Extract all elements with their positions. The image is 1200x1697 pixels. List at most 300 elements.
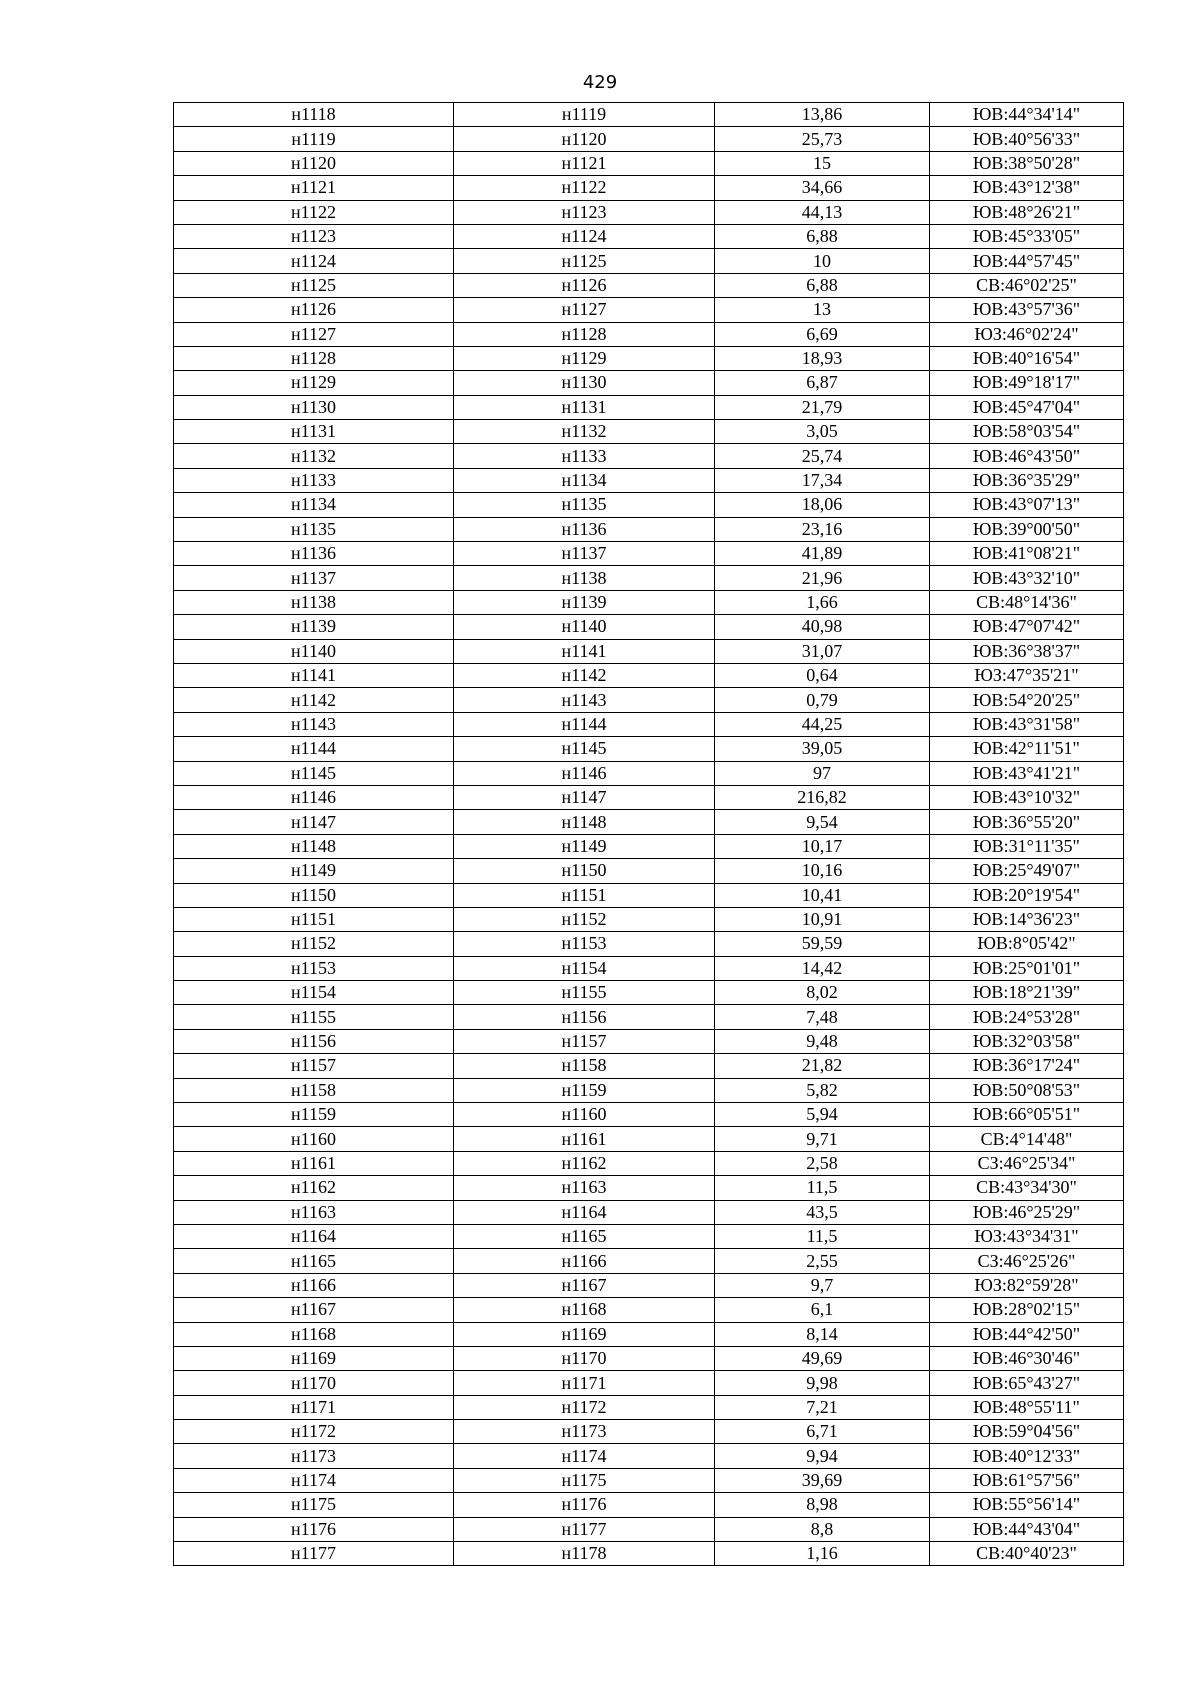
point-to-cell: н1135 [454,493,715,517]
point-from-cell: н1133 [174,468,454,492]
bearing-cell: ЮВ:46°25'29" [930,1200,1124,1224]
point-to-cell: н1160 [454,1103,715,1127]
point-to-cell: н1148 [454,810,715,834]
point-to-cell: н1133 [454,444,715,468]
bearing-cell: ЮВ:47°07'42" [930,615,1124,639]
distance-cell: 6,1 [715,1298,930,1322]
distance-cell: 9,54 [715,810,930,834]
point-to-cell: н1141 [454,639,715,663]
table-row [174,712,1124,736]
bearing-cell: ЮВ:14°36'23" [930,907,1124,931]
point-from-cell: н1118 [174,103,454,127]
distance-cell: 17,34 [715,468,930,492]
table-row [174,859,1124,883]
point-to-cell: н1138 [454,566,715,590]
point-from-cell: н1134 [174,493,454,517]
point-from-cell: н1177 [174,1542,454,1566]
point-from-cell: н1123 [174,224,454,248]
distance-cell: 9,48 [715,1029,930,1053]
table-row [174,1127,1124,1151]
point-from-cell: н1153 [174,956,454,980]
point-from-cell: н1139 [174,615,454,639]
point-from-cell: н1120 [174,151,454,175]
bearing-cell: ЮВ:44°42'50" [930,1322,1124,1346]
table-row [174,761,1124,785]
point-from-cell: н1151 [174,907,454,931]
distance-cell: 8,98 [715,1493,930,1517]
point-to-cell: н1175 [454,1468,715,1492]
point-to-cell: н1132 [454,420,715,444]
point-from-cell: н1128 [174,346,454,370]
table-row [174,737,1124,761]
table-row [174,615,1124,639]
point-from-cell: н1168 [174,1322,454,1346]
bearing-cell: ЮВ:43°57'36" [930,298,1124,322]
distance-cell: 97 [715,761,930,785]
table-row [174,1298,1124,1322]
table-row [174,468,1124,492]
table-row [174,224,1124,248]
table-body [174,103,1124,1566]
point-to-cell: н1137 [454,542,715,566]
distance-cell: 10,17 [715,834,930,858]
table-row [174,785,1124,809]
table-row [174,1395,1124,1419]
bearing-cell: ЮВ:49°18'17" [930,371,1124,395]
distance-cell: 1,66 [715,590,930,614]
bearing-cell: ЮЗ:43°34'31" [930,1224,1124,1248]
point-from-cell: н1141 [174,663,454,687]
table-row [174,420,1124,444]
table-row [174,322,1124,346]
point-to-cell: н1150 [454,859,715,883]
distance-cell: 5,82 [715,1078,930,1102]
table-row [174,1054,1124,1078]
bearing-cell: ЮВ:24°53'28" [930,1005,1124,1029]
point-to-cell: н1165 [454,1224,715,1248]
bearing-cell: СВ:48°14'36" [930,590,1124,614]
distance-cell: 23,16 [715,517,930,541]
distance-cell: 9,94 [715,1444,930,1468]
point-from-cell: н1119 [174,127,454,151]
point-from-cell: н1145 [174,761,454,785]
table-row [174,542,1124,566]
point-from-cell: н1136 [174,542,454,566]
distance-cell: 8,14 [715,1322,930,1346]
distance-cell: 3,05 [715,420,930,444]
table-row [174,566,1124,590]
distance-cell: 216,82 [715,785,930,809]
distance-cell: 40,98 [715,615,930,639]
bearing-cell: ЮВ:43°07'13" [930,493,1124,517]
table-row [174,444,1124,468]
table-row [174,127,1124,151]
distance-cell: 8,02 [715,981,930,1005]
boundary-points-table [173,102,1124,1566]
bearing-cell: ЮВ:38°50'28" [930,151,1124,175]
point-from-cell: н1155 [174,1005,454,1029]
point-to-cell: н1149 [454,834,715,858]
point-to-cell: н1139 [454,590,715,614]
table-row [174,1200,1124,1224]
point-from-cell: н1166 [174,1273,454,1297]
table-row [174,1176,1124,1200]
table-row [174,1078,1124,1102]
bearing-cell: ЮВ:36°55'20" [930,810,1124,834]
point-from-cell: н1142 [174,688,454,712]
point-to-cell: н1169 [454,1322,715,1346]
distance-cell: 10,41 [715,883,930,907]
distance-cell: 11,5 [715,1176,930,1200]
table-row [174,493,1124,517]
point-from-cell: н1159 [174,1103,454,1127]
point-to-cell: н1130 [454,371,715,395]
point-from-cell: н1169 [174,1346,454,1370]
point-from-cell: н1160 [174,1127,454,1151]
table-row [174,346,1124,370]
distance-cell: 9,7 [715,1273,930,1297]
bearing-cell: ЮВ:66°05'51" [930,1103,1124,1127]
bearing-cell: ЮВ:65°43'27" [930,1371,1124,1395]
distance-cell: 25,74 [715,444,930,468]
distance-cell: 49,69 [715,1346,930,1370]
point-to-cell: н1174 [454,1444,715,1468]
bearing-cell: ЮВ:55°56'14" [930,1493,1124,1517]
bearing-cell: ЮВ:58°03'54" [930,420,1124,444]
distance-cell: 10 [715,249,930,273]
bearing-cell: ЮЗ:82°59'28" [930,1273,1124,1297]
distance-cell: 13 [715,298,930,322]
point-to-cell: н1128 [454,322,715,346]
bearing-cell: ЮВ:18°21'39" [930,981,1124,1005]
table-row [174,371,1124,395]
distance-cell: 21,82 [715,1054,930,1078]
point-from-cell: н1149 [174,859,454,883]
table-row [174,590,1124,614]
point-from-cell: н1144 [174,737,454,761]
distance-cell: 6,88 [715,273,930,297]
bearing-cell: СЗ:46°25'34" [930,1151,1124,1175]
bearing-cell: ЮВ:31°11'35" [930,834,1124,858]
distance-cell: 10,16 [715,859,930,883]
point-to-cell: н1152 [454,907,715,931]
point-to-cell: н1140 [454,615,715,639]
table-row [174,1322,1124,1346]
bearing-cell: ЮВ:48°26'21" [930,200,1124,224]
point-from-cell: н1121 [174,176,454,200]
table-row [174,688,1124,712]
point-from-cell: н1147 [174,810,454,834]
table-row [174,1249,1124,1273]
distance-cell: 5,94 [715,1103,930,1127]
distance-cell: 6,87 [715,371,930,395]
point-to-cell: н1153 [454,932,715,956]
point-to-cell: н1159 [454,1078,715,1102]
bearing-cell: ЮВ:20°19'54" [930,883,1124,907]
distance-cell: 39,05 [715,737,930,761]
point-from-cell: н1154 [174,981,454,1005]
bearing-cell: ЮВ:54°20'25" [930,688,1124,712]
point-to-cell: н1124 [454,224,715,248]
bearing-cell: ЮВ:46°43'50" [930,444,1124,468]
table-row [174,834,1124,858]
point-to-cell: н1177 [454,1517,715,1541]
point-to-cell: н1151 [454,883,715,907]
point-to-cell: н1171 [454,1371,715,1395]
point-from-cell: н1162 [174,1176,454,1200]
bearing-cell: ЮВ:40°12'33" [930,1444,1124,1468]
point-from-cell: н1140 [174,639,454,663]
point-from-cell: н1148 [174,834,454,858]
point-from-cell: н1156 [174,1029,454,1053]
point-to-cell: н1126 [454,273,715,297]
distance-cell: 21,79 [715,395,930,419]
table-row [174,1224,1124,1248]
bearing-cell: ЮВ:44°57'45" [930,249,1124,273]
table-row [174,298,1124,322]
point-from-cell: н1176 [174,1517,454,1541]
point-from-cell: н1138 [174,590,454,614]
point-from-cell: н1146 [174,785,454,809]
distance-cell: 0,79 [715,688,930,712]
point-to-cell: н1127 [454,298,715,322]
bearing-cell: ЮВ:61°57'56" [930,1468,1124,1492]
table-row [174,663,1124,687]
distance-cell: 41,89 [715,542,930,566]
table-row [174,1151,1124,1175]
bearing-cell: СВ:43°34'30" [930,1176,1124,1200]
table-row [174,1493,1124,1517]
distance-cell: 9,98 [715,1371,930,1395]
distance-cell: 1,16 [715,1542,930,1566]
bearing-cell: ЮВ:41°08'21" [930,542,1124,566]
bearing-cell: ЮВ:8°05'42" [930,932,1124,956]
distance-cell: 6,71 [715,1420,930,1444]
point-from-cell: н1150 [174,883,454,907]
point-to-cell: н1129 [454,346,715,370]
distance-cell: 34,66 [715,176,930,200]
distance-cell: 18,06 [715,493,930,517]
bearing-cell: ЮЗ:47°35'21" [930,663,1124,687]
point-from-cell: н1126 [174,298,454,322]
distance-cell: 0,64 [715,663,930,687]
distance-cell: 39,69 [715,1468,930,1492]
page-number: 429 [582,72,618,93]
distance-cell: 7,48 [715,1005,930,1029]
point-to-cell: н1173 [454,1420,715,1444]
point-from-cell: н1143 [174,712,454,736]
bearing-cell: ЮВ:44°43'04" [930,1517,1124,1541]
distance-cell: 14,42 [715,956,930,980]
point-to-cell: н1155 [454,981,715,1005]
point-from-cell: н1132 [174,444,454,468]
table-row [174,639,1124,663]
bearing-cell: ЮВ:43°10'32" [930,785,1124,809]
table-row [174,1468,1124,1492]
table-row [174,200,1124,224]
point-to-cell: н1156 [454,1005,715,1029]
bearing-cell: ЮВ:32°03'58" [930,1029,1124,1053]
bearing-cell: ЮВ:25°49'07" [930,859,1124,883]
distance-cell: 43,5 [715,1200,930,1224]
bearing-cell: ЮВ:39°00'50" [930,517,1124,541]
point-from-cell: н1122 [174,200,454,224]
point-from-cell: н1171 [174,1395,454,1419]
table-row [174,1542,1124,1566]
point-from-cell: н1165 [174,1249,454,1273]
distance-cell: 44,25 [715,712,930,736]
point-to-cell: н1147 [454,785,715,809]
table-row [174,273,1124,297]
distance-cell: 25,73 [715,127,930,151]
point-to-cell: н1125 [454,249,715,273]
point-to-cell: н1136 [454,517,715,541]
distance-cell: 44,13 [715,200,930,224]
table-row [174,395,1124,419]
table-row [174,1371,1124,1395]
distance-cell: 2,55 [715,1249,930,1273]
point-to-cell: н1170 [454,1346,715,1370]
table-row [174,907,1124,931]
point-to-cell: н1178 [454,1542,715,1566]
bearing-cell: СВ:40°40'23" [930,1542,1124,1566]
point-from-cell: н1152 [174,932,454,956]
point-from-cell: н1174 [174,1468,454,1492]
bearing-cell: ЮВ:43°41'21" [930,761,1124,785]
bearing-cell: ЮВ:40°56'33" [930,127,1124,151]
table-row [174,932,1124,956]
point-from-cell: н1170 [174,1371,454,1395]
point-from-cell: н1173 [174,1444,454,1468]
distance-cell: 15 [715,151,930,175]
point-from-cell: н1167 [174,1298,454,1322]
point-from-cell: н1129 [174,371,454,395]
bearing-cell: ЮВ:43°32'10" [930,566,1124,590]
point-to-cell: н1161 [454,1127,715,1151]
table-row [174,1273,1124,1297]
point-from-cell: н1137 [174,566,454,590]
table-row [174,1420,1124,1444]
distance-cell: 6,88 [715,224,930,248]
point-to-cell: н1176 [454,1493,715,1517]
point-from-cell: н1124 [174,249,454,273]
point-from-cell: н1172 [174,1420,454,1444]
bearing-cell: ЮВ:43°12'38" [930,176,1124,200]
distance-cell: 9,71 [715,1127,930,1151]
table-row [174,1346,1124,1370]
distance-cell: 13,86 [715,103,930,127]
point-to-cell: н1145 [454,737,715,761]
bearing-cell: ЮВ:59°04'56" [930,1420,1124,1444]
point-to-cell: н1122 [454,176,715,200]
point-to-cell: н1167 [454,1273,715,1297]
bearing-cell: ЮВ:50°08'53" [930,1078,1124,1102]
point-from-cell: н1135 [174,517,454,541]
point-from-cell: н1130 [174,395,454,419]
bearing-cell: СЗ:46°25'26" [930,1249,1124,1273]
bearing-cell: СВ:46°02'25" [930,273,1124,297]
point-to-cell: н1123 [454,200,715,224]
point-to-cell: н1158 [454,1054,715,1078]
bearing-cell: ЮВ:44°34'14" [930,103,1124,127]
table-row [174,176,1124,200]
bearing-cell: ЮВ:48°55'11" [930,1395,1124,1419]
point-from-cell: н1164 [174,1224,454,1248]
point-to-cell: н1131 [454,395,715,419]
bearing-cell: ЮВ:43°31'58" [930,712,1124,736]
point-to-cell: н1172 [454,1395,715,1419]
distance-cell: 21,96 [715,566,930,590]
table-row [174,1005,1124,1029]
point-from-cell: н1131 [174,420,454,444]
point-from-cell: н1127 [174,322,454,346]
table-row [174,810,1124,834]
bearing-cell: ЮВ:36°38'37" [930,639,1124,663]
distance-cell: 7,21 [715,1395,930,1419]
distance-cell: 11,5 [715,1224,930,1248]
table-row [174,249,1124,273]
point-to-cell: н1154 [454,956,715,980]
point-from-cell: н1158 [174,1078,454,1102]
table-row [174,1029,1124,1053]
point-to-cell: н1157 [454,1029,715,1053]
bearing-cell: ЮЗ:46°02'24" [930,322,1124,346]
bearing-cell: СВ:4°14'48" [930,1127,1124,1151]
distance-cell: 6,69 [715,322,930,346]
point-from-cell: н1157 [174,1054,454,1078]
point-to-cell: н1146 [454,761,715,785]
bearing-cell: ЮВ:36°35'29" [930,468,1124,492]
point-from-cell: н1163 [174,1200,454,1224]
table-row [174,1444,1124,1468]
table-row [174,956,1124,980]
point-to-cell: н1164 [454,1200,715,1224]
table-row [174,151,1124,175]
bearing-cell: ЮВ:45°33'05" [930,224,1124,248]
point-to-cell: н1168 [454,1298,715,1322]
point-from-cell: н1161 [174,1151,454,1175]
distance-cell: 31,07 [715,639,930,663]
point-to-cell: н1120 [454,127,715,151]
point-to-cell: н1142 [454,663,715,687]
distance-cell: 8,8 [715,1517,930,1541]
bearing-cell: ЮВ:45°47'04" [930,395,1124,419]
point-to-cell: н1121 [454,151,715,175]
table-row [174,1103,1124,1127]
point-to-cell: н1163 [454,1176,715,1200]
point-to-cell: н1144 [454,712,715,736]
distance-cell: 10,91 [715,907,930,931]
bearing-cell: ЮВ:42°11'51" [930,737,1124,761]
bearing-cell: ЮВ:28°02'15" [930,1298,1124,1322]
table-row [174,1517,1124,1541]
distance-cell: 18,93 [715,346,930,370]
point-to-cell: н1119 [454,103,715,127]
point-from-cell: н1175 [174,1493,454,1517]
bearing-cell: ЮВ:25°01'01" [930,956,1124,980]
point-to-cell: н1143 [454,688,715,712]
table-row [174,517,1124,541]
distance-cell: 2,58 [715,1151,930,1175]
point-from-cell: н1125 [174,273,454,297]
table-row [174,883,1124,907]
point-to-cell: н1166 [454,1249,715,1273]
distance-cell: 59,59 [715,932,930,956]
point-to-cell: н1134 [454,468,715,492]
bearing-cell: ЮВ:46°30'46" [930,1346,1124,1370]
point-to-cell: н1162 [454,1151,715,1175]
table-row [174,103,1124,127]
